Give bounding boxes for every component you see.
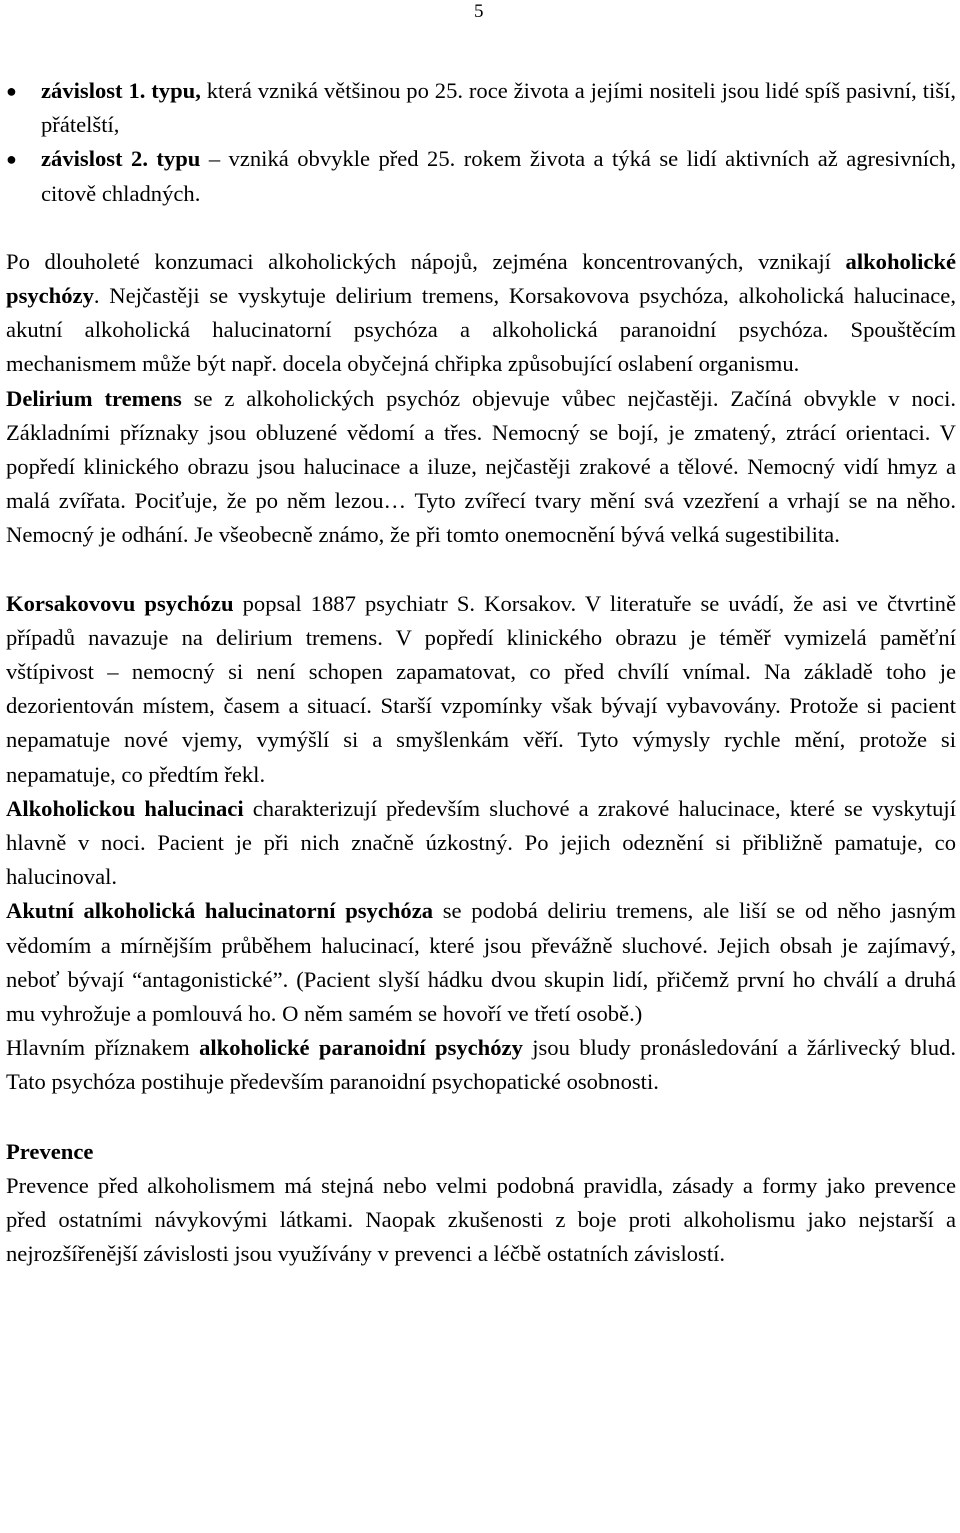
list-item-term: závislost 1. typu,: [41, 78, 201, 103]
list-item: [6, 74, 956, 142]
paragraph-term: Delirium tremens: [6, 385, 182, 411]
bullet-icon: ●: [6, 149, 17, 170]
paragraph-term: Korsakovovu psychózu: [6, 590, 234, 616]
paragraph-term: alkoholické paranoidní psychózy: [199, 1035, 523, 1061]
paragraph-term: Alkoholickou halucinaci: [6, 795, 244, 821]
paragraph-alcoholic-hallucination: [6, 792, 956, 895]
heading-text: Prevence: [6, 1138, 94, 1164]
paragraph-text: se z alkoholických psychóz objevuje vůbec nejčastěji. Začíná obvykle v noci. Základními příznaky jsou obluzené vědomí a třes. Nemocný se bojí, je zmatený, ztrácí orientaci. V popředí klinického obrazu jsou halucinace a iluze, nejčastěji zrakové a tělové. Nemocný vidí hmyz a malá zvířata. Pociťuje, že po něm lezou… Tyto zvířecí tvary mění svá vzezření a vrhají se na něho. Nemocný je odhání. Je všeobecně známo, že při tomto onemocnění bývá velká sugestibilita.: [6, 385, 957, 548]
paragraph-text: popsal 1887 psychiatr S. Korsakov. V literatuře se uvádí, že asi ve čtvrtině případů navazuje na delirium tremens. V popředí klinického obrazu je téměř vymizelá paměťní vštípivost – nemocný si není schopen zapamatovat, co před chvílí vnímal. Na základě toho je dezorientován místem, časem a situací. Starší vzpomínky však bývají vybavovány. Protože si pacient nepamatuje nové vjemy, vymýšlí si a smyšlenkám věří. Tyto výmysly rychle mění, protože si nepamatuje, co předtím řekl.: [6, 590, 956, 787]
list-item: [6, 142, 956, 210]
page-number: 5: [474, 1, 484, 22]
paragraph-text: jsou bludy pronásledování a žárlivecký blud. Tato psychóza postihuje především paranoidní psychopatické osobnosti.: [6, 1035, 956, 1095]
paragraph-korsakov-psychosis: [6, 587, 956, 792]
paragraph-alcoholic-psychoses: [6, 245, 956, 382]
paragraph-term: Akutní alkoholická halucinatorní psychóza: [6, 898, 434, 924]
paragraph-text: Hlavním příznakem: [6, 1035, 200, 1061]
paragraph-term: alkoholické psychózy: [6, 248, 956, 309]
bullet-icon: ●: [6, 81, 17, 101]
dependency-types-list: [6, 74, 956, 211]
section-heading-prevence: [6, 1135, 956, 1169]
paragraph-paranoid-psychosis: [6, 1031, 956, 1099]
paragraph-delirium-tremens: [6, 382, 956, 553]
list-item-text: která vzniká většinou po 25. roce života a jejími nositeli jsou lidé spíš pasivní, tiší, přátelští,: [41, 78, 956, 138]
list-item-text: – vzniká obvykle před 25. rokem života a týká se lidí aktivních až agresivních, citově chladných.: [41, 146, 956, 206]
paragraph-prevence: Prevence před alkoholismem má stejná nebo velmi podobná pravidla, zásady a formy jako prevence před ostatními návykovými látkami. Naopak zkušenosti z boje proti alkoholismu jako nejstarší a nejrozšířenější závislosti jsou využívány v prevenci a léčbě ostatních závislostí.: [6, 1172, 956, 1267]
document-body: [6, 74, 956, 1272]
paragraph-text: . Nejčastěji se vyskytuje delirium tremens, Korsakovova psychóza, alkoholická halucinace, akutní alkoholická halucinatorní psychóza a alkoholická paranoidní psychóza. Spouštěcím mechanismem může být např. docela obyčejná chřipka způsobující oslabení organismu.: [6, 283, 956, 377]
paragraph-text: charakterizují především sluchové a zrakové halucinace, které se vyskytují hlavně v noci. Pacient je při nich značně úzkostný. Po jejich odeznění si přibližně pamatuje, co halucinoval.: [6, 795, 956, 890]
paragraph-text: Po dlouholeté konzumaci alkoholických nápojů, zejména koncentrovaných, vznikají: [6, 248, 846, 274]
list-item-term: závislost 2. typu: [41, 146, 201, 172]
paragraph-acute-hallucinatory-psychosis: [6, 894, 956, 1031]
paragraph-text: se podobá deliriu tremens, ale liší se od něho jasným vědomím a mírnějším průběhem halucinací, které jsou převážně sluchové. Jejich obsah je zajímavý, neboť bývají “antagonistické”. (Pacient slyší hádku dvou skupin lidí, přičemž první ho chválí a druhá mu vyhrožuje a pomlouvá ho. O něm samém se hovoří ve třetí osobě.): [6, 898, 956, 1027]
